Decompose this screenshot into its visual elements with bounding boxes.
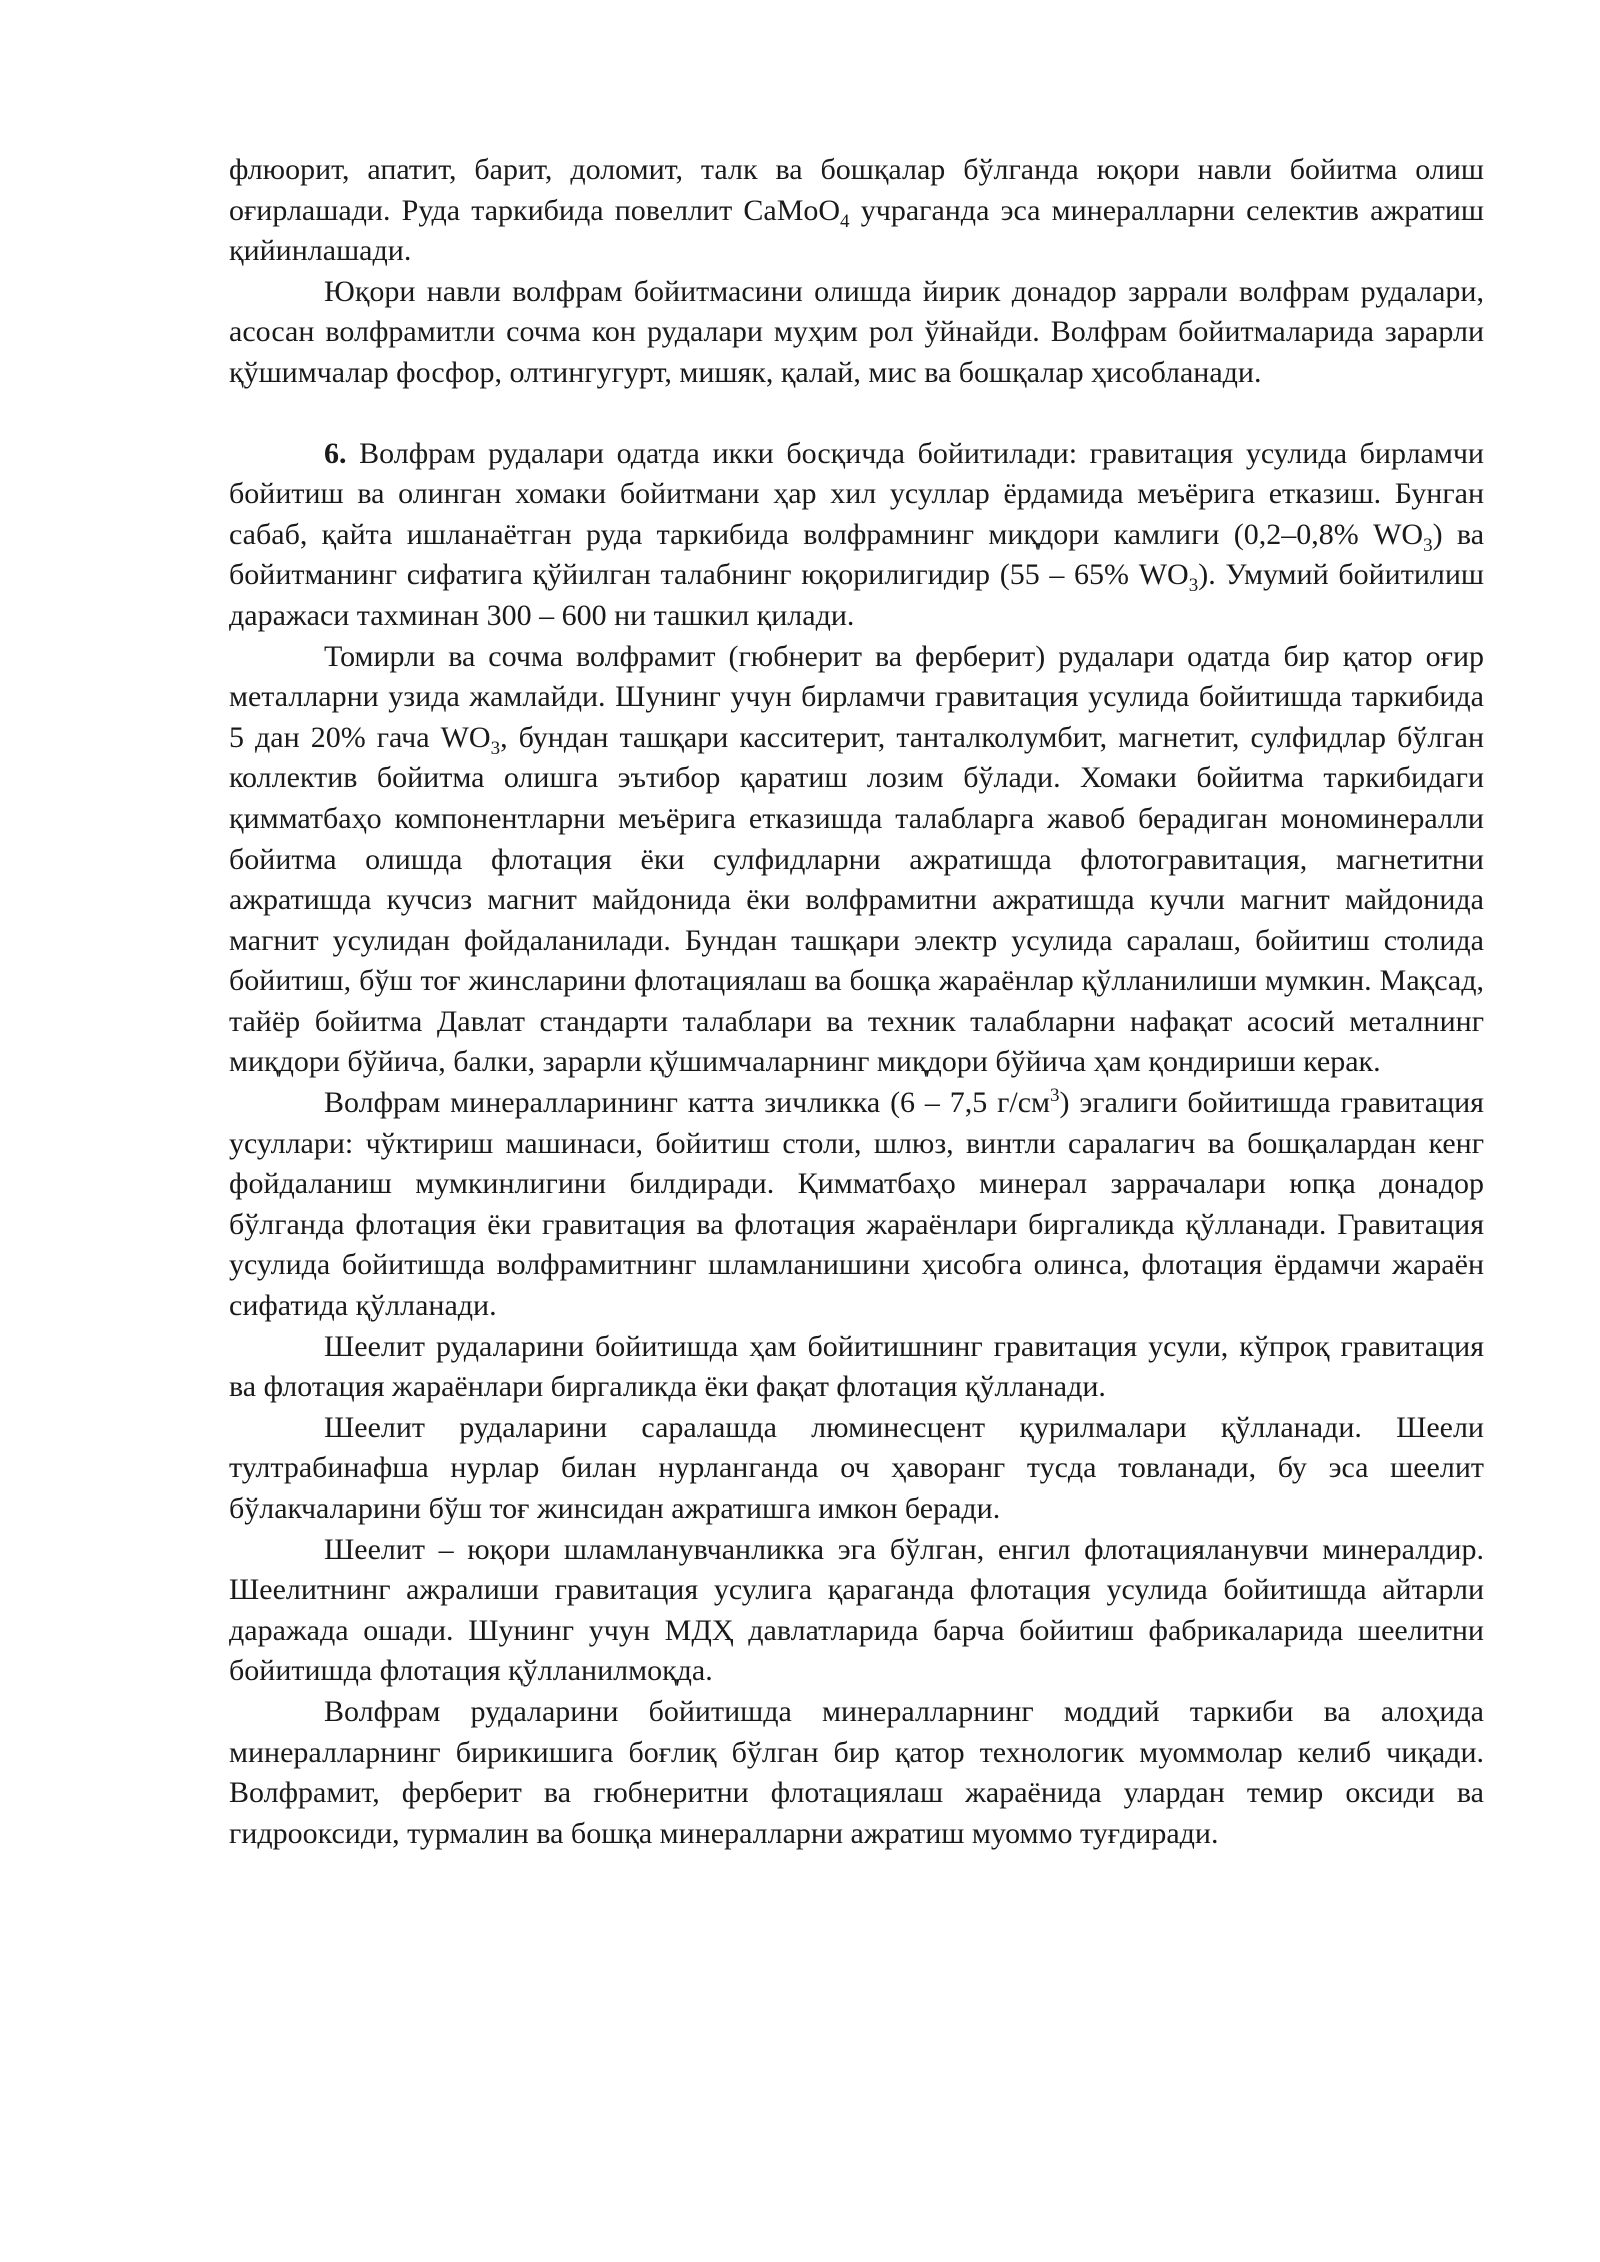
document-body (229, 150, 1484, 1854)
paragraph-1: флюорит, апатит, барит, доломит, талк ва бошқалар бўлганда юқори навли бойитма олиш оғирлашади. Руда таркибида повеллит CaMoO$_4$ учраганда эса минералларни селектив ажратиш қийинлашади. (229, 153, 1484, 268)
paragraph-2: Юқори навли волфрам бойитмасини олишда йирик донадор заррали волфрам рудалари, асосан волфрамитли сочма кон рудалари муҳим рол ўйнайди. Волфрам бойитмаларида зарарли қўшимчалар фосфор, олтингугурт, мишяк, қалай, мис ва бошқалар ҳисобланади. (229, 274, 1484, 389)
paragraph-7: Шеелит рудаларини саралашда люминесцент қурилмалари қўлланади. Шеели тултрабинафша нурлар билан нурланганда оч ҳаворанг тусда товланади, бу эса шеелит бўлакчаларини бўш тоғ жинсидан ажратишга имкон беради. (229, 1410, 1484, 1525)
paragraph-9: Волфрам рудаларини бойитишда минералларнинг моддий таркиби ва алоҳида минералларнинг бирикишига боғлиқ бўлган бир қатор технологик муоммолар келиб чиқади. Волфрамит, ферберит ва гюбнеритни флотациялаш жараёнида улардан темир оксиди ва гидрооксиди, турмалин ва бошқа минералларни ажратиш муоммо туғдиради. (229, 1694, 1484, 1850)
paragraph-4: Томирли ва сочма волфрамит (гюбнерит ва ферберит) рудалари одатда бир қатор оғир металларни узида жамлайди. Шунинг учун бирламчи гравитация усулида бойитишда таркибида 5 дан 20% гача $WO_3$, бундан ташқари касситерит, танталколумбит, магнетит, сулфидлар бўлган коллектив бойитма олишга эътибор қаратиш лозим бўлади. Хомаки бойитма таркибидаги қимматбаҳо компонентларни меъёрига етказишда талабларга жавоб берадиган мономинералли бойитма олишда флотация ёки сулфидларни ажратишда флотогравитация, магнетитни ажратишда кучсиз магнит майдонида ёки волфрамитни ажратишда кучли магнит майдонида магнит усулидан фойдаланилади. Бундан ташқари электр усулида саралаш, бойитиш столида бойитиш, бўш тоғ жинсларини флотациялаш ва бошқа жараёнлар қўлланилиши мумкин. Мақсад, тайёр бойитма Давлат стандарти талаблари ва техник талабларни нафақат асосий металнинг миқдори бўйича, балки, зарарли қўшимчаларнинг миқдори бўйича ҳам қондириши керак. (229, 639, 1484, 1079)
paragraph-5: Волфрам минералларининг катта зичликка (6 – 7,5 $г/см^3$) эгалиги бойитишда гравитация усуллари: чўктириш машинаси, бойитиш столи, шлюз, винтли саралагич ва бошқалардан кенг фойдаланиш мумкинлигини билдиради. Қимматбаҳо минерал заррачалари юпқа донадор бўлганда флотация ёки гравитация ва флотация жараёнлари биргаликда қўлланади. Гравитация усулида бойитишда волфрамитнинг шламланишини ҳисобга олинса, флотация ёрдамчи жараён сифатида қўлланади. (229, 1085, 1484, 1323)
paragraph-8: Шеелит – юқори шламланувчанликка эга бўлган, енгил флотацияланувчи минералдир. Шеелитнинг ажралиши гравитация усулига қараганда флотация усулида бойитишда айтарли даражада ошади. Шунинг учун МДҲ давлатларида барча бойитиш фабрикаларида шеелитни бойитишда флотация қўлланилмоқда. (229, 1532, 1484, 1688)
section-number: 6. (324, 436, 347, 470)
paragraph-6: Шеелит рудаларини бойитишда ҳам бойитишнинг гравитация усули, кўпроқ гравитация ва флотация жараёнлари биргаликда ёки фақат флотация қўлланади. (229, 1329, 1484, 1404)
paragraph-section-6: 6. Волфрам рудалари одатда икки босқичда бойитилади: гравитация усулида бирламчи бойитиш ва олинган хомаки бойитмани ҳар хил усуллар ёрдамида меъёрига етказиш. Бунган сабаб, қайта ишланаётган руда таркибида волфрамнинг миқдори камлиги (0,2–0,8% $WO_3$) ва бойитманинг сифатига қўйилган талабнинг юқорилигидир (55 – 65% $WO_3$). Умумий бойитилиш даражаси тахминан 300 – 600 ни ташкил қилади. (229, 436, 1485, 632)
